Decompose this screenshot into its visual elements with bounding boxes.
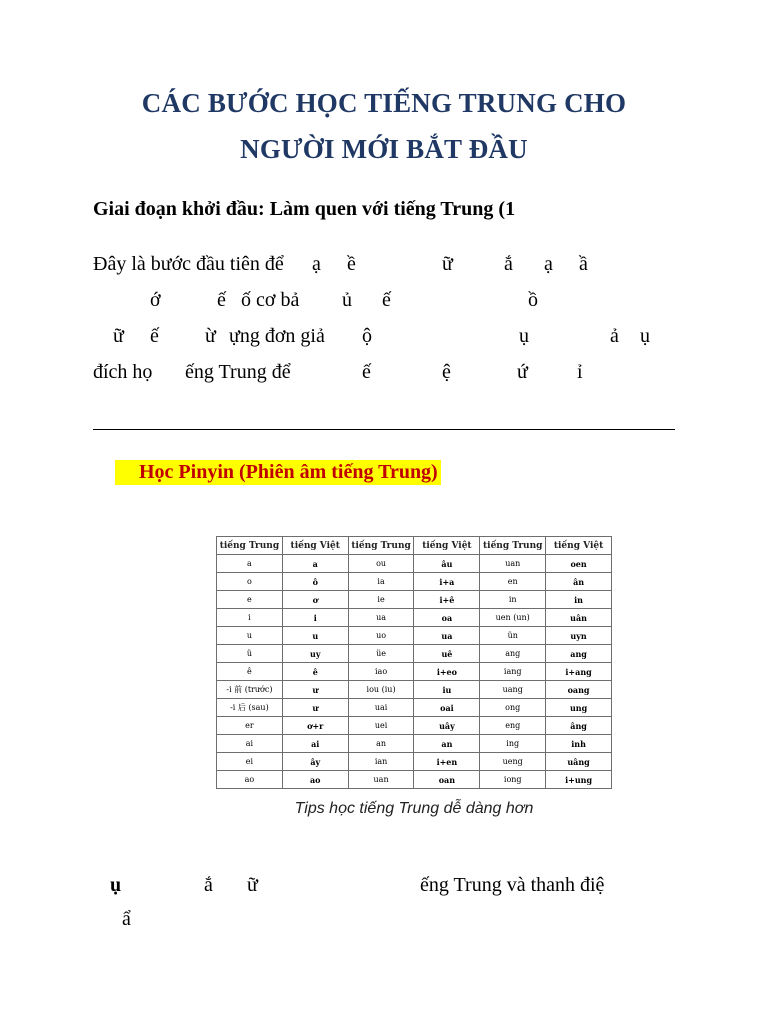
table-cell: ua	[348, 609, 414, 627]
table-cell: uang	[480, 681, 546, 699]
text-fragment: ữ	[442, 253, 453, 275]
text-fragment: ế	[150, 325, 159, 347]
table-cell: ơ	[282, 591, 348, 609]
text-fragment: ụ	[519, 325, 529, 347]
table-cell: u	[217, 627, 283, 645]
figure-caption: Tips học tiếng Trung dễ dàng hơn	[294, 800, 534, 817]
table-row	[217, 573, 612, 591]
table-cell: iang	[480, 663, 546, 681]
table-cell: ian	[348, 753, 414, 771]
table-cell: er	[217, 717, 283, 735]
table-cell: ang	[480, 645, 546, 663]
table-cell: ao	[282, 771, 348, 789]
table-cell: ai	[282, 735, 348, 753]
text-fragment: ế	[217, 289, 226, 311]
text-fragment: ế	[362, 361, 371, 383]
text-fragment: ạ	[312, 253, 321, 275]
table-body	[217, 555, 612, 789]
table-cell: ơ+r	[282, 717, 348, 735]
table-cell: uan	[480, 555, 546, 573]
table-cell: ao	[217, 771, 283, 789]
text-fragment: ữ	[113, 325, 124, 347]
table-cell: i+en	[414, 753, 480, 771]
text-fragment: ứ	[517, 361, 528, 383]
text-fragment: đích họ	[93, 361, 153, 383]
table-row	[217, 771, 612, 789]
table-row	[217, 753, 612, 771]
table-cell: ing	[480, 735, 546, 753]
text-fragment: ầ	[579, 253, 588, 275]
table-cell: üe	[348, 645, 414, 663]
table-cell: uy	[282, 645, 348, 663]
table-cell: ie	[348, 591, 414, 609]
table-cell: iou (iu)	[348, 681, 414, 699]
table-cell: ai	[217, 735, 283, 753]
text-fragment: ồ	[528, 289, 538, 311]
text-fragment: ề	[347, 253, 356, 275]
bottom-text-line-2	[110, 908, 710, 938]
table-cell: ü	[217, 645, 283, 663]
table-cell: i+ung	[546, 771, 612, 789]
column-header: tiếng Trung	[348, 537, 414, 555]
table-cell: ung	[546, 699, 612, 717]
text-fragment: ắ	[204, 874, 213, 896]
table-cell: oang	[546, 681, 612, 699]
table-cell: ê	[282, 663, 348, 681]
table-cell: oan	[414, 771, 480, 789]
table-cell: uây	[414, 717, 480, 735]
table-cell: ê	[217, 663, 283, 681]
table-row	[217, 717, 612, 735]
table-cell: iao	[348, 663, 414, 681]
table-cell: ong	[480, 699, 546, 717]
text-fragment: ớ	[150, 289, 161, 311]
table-cell: âu	[414, 555, 480, 573]
table-row	[217, 591, 612, 609]
text-fragment: ỉ	[577, 361, 583, 383]
table-cell: eng	[480, 717, 546, 735]
table-cell: -i 前 (trước)	[217, 681, 283, 699]
table-cell: i+ang	[546, 663, 612, 681]
table-cell: uê	[414, 645, 480, 663]
text-fragment: ụ	[110, 874, 122, 896]
paragraph-line-3	[93, 318, 683, 354]
text-fragment: ắ	[504, 253, 513, 275]
text-fragment: ếng Trung để	[185, 361, 291, 383]
intro-paragraph	[93, 246, 683, 390]
pinyin-table	[216, 536, 612, 789]
table-row	[217, 627, 612, 645]
table-cell: a	[282, 555, 348, 573]
document-title-line-1: CÁC BƯỚC HỌC TIẾNG TRUNG CHO	[141, 88, 627, 118]
table-cell: uâng	[546, 753, 612, 771]
table-cell: e	[217, 591, 283, 609]
paragraph-line-4	[93, 354, 683, 390]
horizontal-divider	[93, 429, 675, 430]
table-cell: en	[480, 573, 546, 591]
column-header: tiếng Trung	[217, 537, 283, 555]
table-cell: uan	[348, 771, 414, 789]
paragraph-line-2	[93, 282, 683, 318]
pinyin-table-figure	[216, 536, 612, 789]
table-row	[217, 699, 612, 717]
bottom-text-line-1	[110, 874, 710, 904]
text-fragment: ụ	[640, 325, 650, 347]
column-header: tiếng Trung	[480, 537, 546, 555]
table-cell: i+ê	[414, 591, 480, 609]
column-header: tiếng Việt	[282, 537, 348, 555]
table-cell: ün	[480, 627, 546, 645]
table-cell: i+a	[414, 573, 480, 591]
table-cell: ân	[546, 573, 612, 591]
table-row	[217, 735, 612, 753]
table-cell: u	[282, 627, 348, 645]
table-cell: a	[217, 555, 283, 573]
text-fragment: Đây là bước đầu tiên để	[93, 253, 284, 275]
table-cell: ang	[546, 645, 612, 663]
table-row	[217, 663, 612, 681]
table-cell: -i 后 (sau)	[217, 699, 283, 717]
text-fragment: ộ	[362, 325, 372, 347]
table-cell: ia	[348, 573, 414, 591]
table-cell: in	[546, 591, 612, 609]
column-header: tiếng Việt	[546, 537, 612, 555]
table-cell: o	[217, 573, 283, 591]
text-fragment: ệ	[442, 361, 451, 383]
table-cell: an	[348, 735, 414, 753]
table-cell: iu	[414, 681, 480, 699]
table-cell: uei	[348, 717, 414, 735]
table-cell: oen	[546, 555, 612, 573]
table-cell: ư	[282, 681, 348, 699]
table-row	[217, 555, 612, 573]
document-title-line-2: NGƯỜI MỚI BẮT ĐẦU	[240, 134, 528, 164]
text-fragment: ừ	[205, 325, 216, 347]
table-row	[217, 681, 612, 699]
text-fragment: ẩ	[122, 908, 131, 930]
text-fragment: ữ	[247, 874, 258, 896]
table-cell: inh	[546, 735, 612, 753]
table-cell: i+eo	[414, 663, 480, 681]
table-cell: ei	[217, 753, 283, 771]
table-cell: uân	[546, 609, 612, 627]
table-cell: uen (un)	[480, 609, 546, 627]
table-cell: oa	[414, 609, 480, 627]
table-cell: uo	[348, 627, 414, 645]
table-cell: ou	[348, 555, 414, 573]
pinyin-section-heading: Học Pinyin (Phiên âm tiếng Trung)	[115, 460, 441, 485]
table-row	[217, 609, 612, 627]
table-cell: ua	[414, 627, 480, 645]
table-cell: ueng	[480, 753, 546, 771]
table-row	[217, 645, 612, 663]
table-cell: ô	[282, 573, 348, 591]
table-cell: in	[480, 591, 546, 609]
table-cell: an	[414, 735, 480, 753]
text-fragment: ế	[382, 289, 391, 311]
paragraph-line-1	[93, 246, 683, 282]
table-header-row	[217, 537, 612, 555]
text-fragment: ạ	[544, 253, 553, 275]
table-cell: i	[282, 609, 348, 627]
text-fragment: ếng Trung và thanh điệ	[420, 874, 605, 896]
column-header: tiếng Việt	[414, 537, 480, 555]
text-fragment: ả	[610, 325, 619, 347]
table-cell: âng	[546, 717, 612, 735]
text-fragment: ựng đơn giả	[229, 325, 325, 347]
section-subheading: Giai đoạn khởi đầu: Làm quen với tiếng Trung (1	[93, 198, 516, 220]
table-cell: uai	[348, 699, 414, 717]
text-fragment: ố cơ bả	[241, 289, 300, 311]
table-cell: iong	[480, 771, 546, 789]
table-cell: uyn	[546, 627, 612, 645]
text-fragment: ủ	[342, 289, 352, 311]
table-cell: i	[217, 609, 283, 627]
table-cell: ư	[282, 699, 348, 717]
table-cell: oai	[414, 699, 480, 717]
table-cell: ây	[282, 753, 348, 771]
